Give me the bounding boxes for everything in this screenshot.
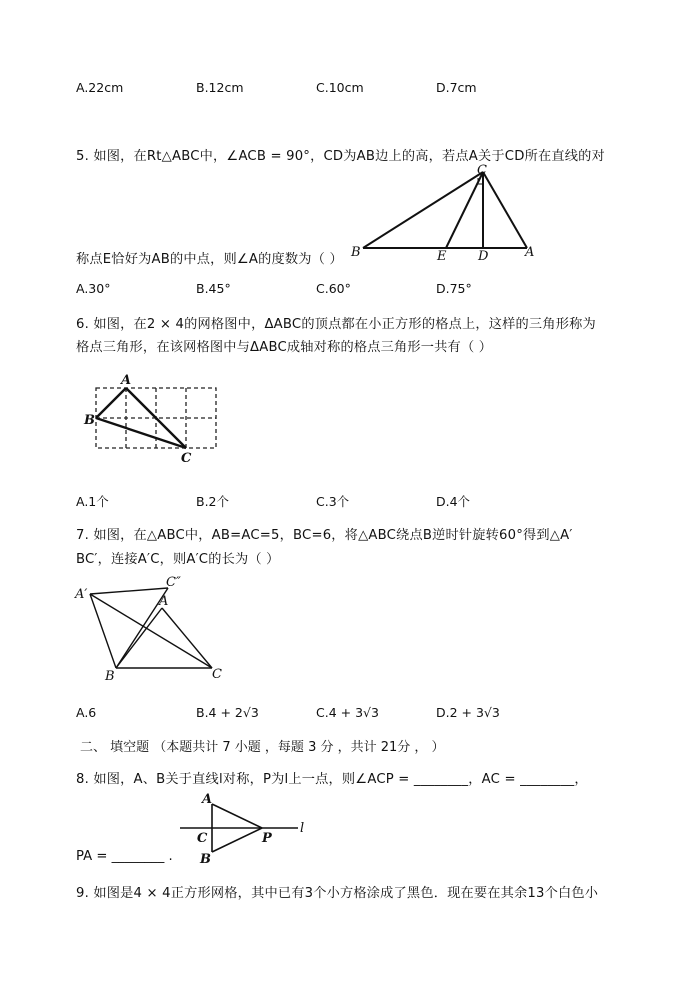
q8-label-l: l [300, 821, 305, 836]
q6-option-d: D.4个 [436, 494, 471, 509]
q8-stem-line2: PA = ________ . [76, 849, 173, 864]
q6-label-c: C [181, 451, 192, 466]
q4-option-d: D.7cm [436, 80, 477, 95]
q7-label-c: C [212, 667, 222, 682]
q6-label-a: A [121, 373, 132, 388]
q6-option-a: A.1个 [76, 494, 109, 509]
q5-option-b: B.45° [196, 281, 231, 296]
q8-label-c: C [197, 831, 208, 846]
q5-option-a: A.30° [76, 281, 111, 296]
q7-label-a: A [159, 594, 169, 609]
q5-option-d: D.75° [436, 281, 472, 296]
q7-stem-line2: BC′，连接A′C，则A′C的长为（ ） [76, 552, 280, 567]
q6-option-b: B.2个 [196, 494, 230, 509]
q7-option-a: A.6 [76, 705, 97, 720]
q6-stem-line1: 6. 如图，在2 × 4的网格图中，ΔABC的顶点都在小正方形的格点上，这样的三角形称为 [76, 317, 596, 332]
q8-figure [178, 792, 318, 867]
section-2-title: 二、 填空题 （本题共计 7 小题 ，每题 3 分 ，共计 21分 ， ） [80, 740, 445, 755]
q6-stem-line2: 格点三角形，在该网格图中与ΔABC成轴对称的格点三角形一共有（ ） [76, 340, 493, 355]
q4-option-b: B.12cm [196, 80, 244, 95]
q5-figure [345, 160, 545, 266]
q5-label-c: C [477, 163, 487, 178]
q7-option-d: D.2 + 3√3 [436, 705, 500, 720]
q9-stem-line1: 9. 如图是4 × 4正方形网格，其中已有3个小方格涂成了黑色．现在要在其余13个白色小 [76, 886, 599, 901]
q4-option-c: C.10cm [316, 80, 364, 95]
q8-label-p: P [262, 831, 272, 846]
q5-label-e: E [437, 249, 447, 264]
q7-label-b: B [105, 669, 115, 684]
q6-label-b: B [84, 413, 95, 428]
q5-stem-line1: 5. 如图，在Rt△ABC中，∠ACB = 90°，CD为AB边上的高，若点A关于CD所在直线的对 [76, 149, 605, 164]
q5-stem-line2: 称点E恰好为AB的中点，则∠A的度数为（ ） [76, 252, 343, 267]
q7-stem-line1: 7. 如图，在△ABC中，AB=AC=5，BC=6，将△ABC绕点B逆时针旋转60°得到△A′ [76, 528, 573, 543]
q4-option-a: A.22cm [76, 80, 124, 95]
q6-option-c: C.3个 [316, 494, 350, 509]
q6-figure [82, 372, 222, 467]
q8-label-a: A [202, 792, 213, 807]
q7-label-a-prime: A′ [75, 587, 88, 602]
q7-option-c: C.4 + 3√3 [316, 705, 379, 720]
q7-figure [72, 572, 232, 684]
q7-label-c-double-prime: C″ [166, 575, 181, 590]
q8-stem-line1: 8. 如图，A、B关于直线l对称，P为l上一点，则∠ACP = ________，AC = ________， [76, 772, 588, 787]
q5-label-a: A [525, 245, 535, 260]
q5-option-c: C.60° [316, 281, 351, 296]
q8-label-b: B [200, 852, 211, 867]
q5-label-d: D [478, 249, 489, 264]
q5-label-b: B [351, 245, 361, 260]
q7-option-b: B.4 + 2√3 [196, 705, 259, 720]
